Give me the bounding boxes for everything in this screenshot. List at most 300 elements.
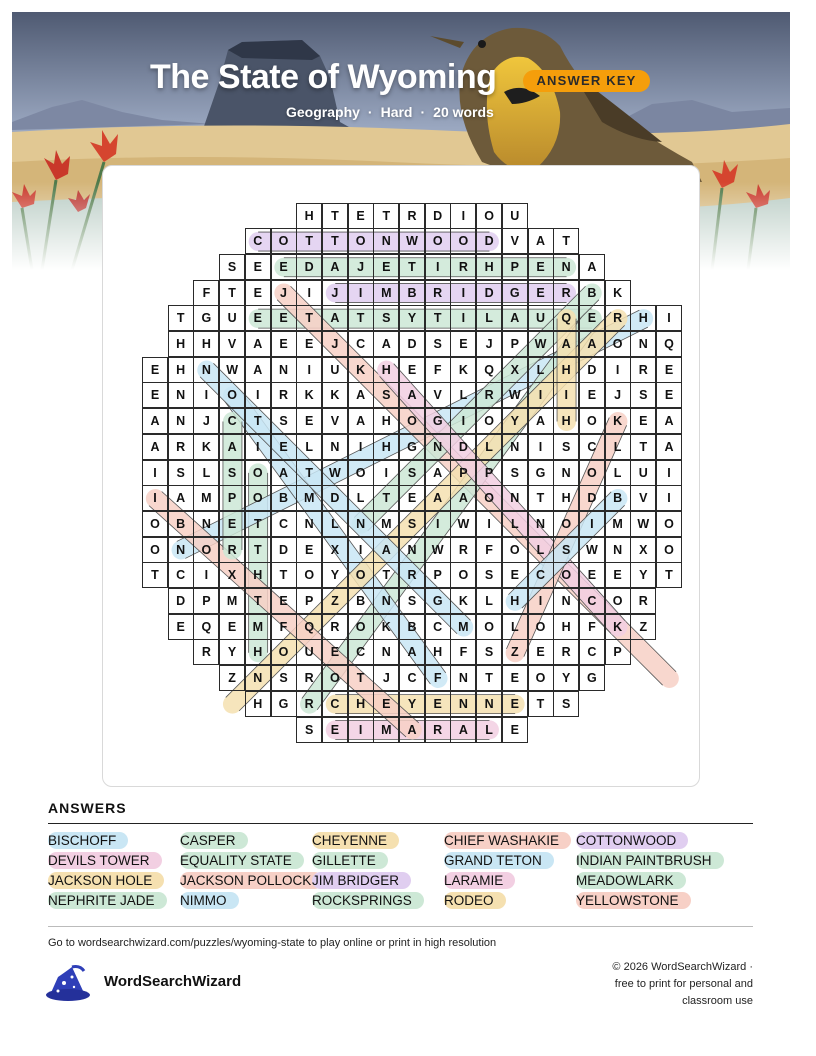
grid-cell[interactable]: K xyxy=(322,382,348,408)
grid-cell[interactable]: B xyxy=(579,280,605,306)
grid-cell[interactable]: P xyxy=(476,460,502,486)
grid-cell[interactable]: I xyxy=(528,588,554,614)
grid-cell[interactable]: I xyxy=(142,485,168,511)
grid-cell[interactable]: K xyxy=(296,382,322,408)
grid-cell[interactable]: T xyxy=(296,228,322,254)
grid-cell[interactable]: O xyxy=(476,485,502,511)
grid-cell[interactable]: X xyxy=(502,357,528,383)
grid-cell[interactable]: A xyxy=(528,408,554,434)
grid-cell[interactable]: I xyxy=(193,562,219,588)
grid-cell[interactable]: F xyxy=(579,614,605,640)
grid-cell[interactable]: O xyxy=(193,537,219,563)
grid-cell[interactable]: G xyxy=(399,434,425,460)
grid-cell[interactable]: G xyxy=(271,691,297,717)
grid-cell[interactable]: R xyxy=(450,254,476,280)
grid-cell[interactable]: O xyxy=(348,228,374,254)
grid-cell[interactable]: X xyxy=(630,537,656,563)
grid-cell[interactable]: D xyxy=(322,485,348,511)
grid-cell[interactable]: V xyxy=(502,228,528,254)
grid-cell[interactable]: I xyxy=(348,537,374,563)
grid-cell[interactable]: W xyxy=(322,460,348,486)
grid-cell[interactable]: B xyxy=(399,614,425,640)
grid-cell[interactable]: O xyxy=(322,665,348,691)
grid-cell[interactable]: E xyxy=(219,614,245,640)
grid-cell[interactable]: R xyxy=(271,382,297,408)
grid-cell[interactable]: L xyxy=(528,357,554,383)
grid-cell[interactable]: O xyxy=(450,562,476,588)
grid-cell[interactable]: I xyxy=(656,485,682,511)
grid-cell[interactable]: O xyxy=(425,228,451,254)
grid-cell[interactable]: E xyxy=(322,717,348,743)
grid-cell[interactable]: L xyxy=(322,511,348,537)
grid-cell[interactable]: T xyxy=(373,203,399,229)
grid-cell[interactable]: L xyxy=(605,434,631,460)
grid-cell[interactable]: I xyxy=(605,357,631,383)
grid-cell[interactable]: N xyxy=(450,665,476,691)
grid-cell[interactable]: T xyxy=(219,280,245,306)
grid-cell[interactable]: U xyxy=(630,460,656,486)
grid-cell[interactable]: D xyxy=(579,357,605,383)
grid-cell[interactable]: O xyxy=(296,562,322,588)
grid-cell[interactable]: R xyxy=(322,614,348,640)
grid-cell[interactable]: Z xyxy=(630,614,656,640)
grid-cell[interactable]: A xyxy=(245,331,271,357)
grid-cell[interactable]: N xyxy=(168,382,194,408)
grid-cell[interactable]: S xyxy=(296,717,322,743)
grid-cell[interactable]: A xyxy=(579,254,605,280)
grid-cell[interactable]: A xyxy=(399,639,425,665)
grid-cell[interactable]: J xyxy=(322,331,348,357)
grid-cell[interactable]: D xyxy=(425,203,451,229)
grid-cell[interactable]: M xyxy=(605,511,631,537)
grid-cell[interactable]: K xyxy=(348,357,374,383)
grid-cell[interactable]: M xyxy=(296,485,322,511)
grid-cell[interactable]: I xyxy=(450,408,476,434)
grid-cell[interactable]: T xyxy=(296,305,322,331)
grid-cell[interactable]: U xyxy=(219,305,245,331)
grid-cell[interactable]: N xyxy=(168,408,194,434)
grid-cell[interactable]: N xyxy=(193,357,219,383)
grid-cell[interactable]: A xyxy=(450,485,476,511)
grid-cell[interactable]: C xyxy=(271,511,297,537)
grid-cell[interactable]: R xyxy=(630,357,656,383)
grid-cell[interactable]: T xyxy=(245,588,271,614)
grid-cell[interactable]: E xyxy=(528,254,554,280)
grid-cell[interactable]: I xyxy=(373,460,399,486)
grid-cell[interactable]: U xyxy=(502,203,528,229)
grid-cell[interactable]: R xyxy=(553,639,579,665)
grid-cell[interactable]: T xyxy=(630,434,656,460)
grid-cell[interactable]: T xyxy=(322,203,348,229)
grid-cell[interactable]: O xyxy=(553,562,579,588)
grid-cell[interactable]: T xyxy=(656,562,682,588)
grid-cell[interactable]: U xyxy=(296,639,322,665)
grid-cell[interactable]: I xyxy=(450,203,476,229)
grid-cell[interactable]: H xyxy=(553,614,579,640)
grid-cell[interactable]: A xyxy=(245,357,271,383)
grid-cell[interactable]: N xyxy=(553,254,579,280)
grid-cell[interactable]: P xyxy=(502,331,528,357)
grid-cell[interactable]: C xyxy=(219,408,245,434)
grid-cell[interactable]: T xyxy=(528,485,554,511)
grid-cell[interactable]: T xyxy=(553,228,579,254)
grid-cell[interactable]: N xyxy=(271,357,297,383)
grid-cell[interactable]: C xyxy=(348,639,374,665)
grid-cell[interactable]: U xyxy=(528,305,554,331)
grid-cell[interactable]: H xyxy=(553,485,579,511)
grid-cell[interactable]: O xyxy=(271,228,297,254)
grid-cell[interactable]: T xyxy=(425,305,451,331)
grid-cell[interactable]: A xyxy=(579,331,605,357)
grid-cell[interactable]: C xyxy=(579,434,605,460)
grid-cell[interactable]: A xyxy=(399,382,425,408)
grid-cell[interactable]: E xyxy=(450,331,476,357)
grid-cell[interactable]: K xyxy=(450,588,476,614)
grid-cell[interactable]: S xyxy=(373,382,399,408)
grid-cell[interactable]: O xyxy=(348,562,374,588)
grid-cell[interactable]: O xyxy=(656,511,682,537)
grid-cell[interactable]: B xyxy=(348,588,374,614)
grid-cell[interactable]: M xyxy=(450,614,476,640)
grid-cell[interactable]: P xyxy=(502,254,528,280)
grid-cell[interactable]: O xyxy=(271,639,297,665)
grid-cell[interactable]: I xyxy=(425,511,451,537)
grid-cell[interactable]: F xyxy=(193,280,219,306)
grid-cell[interactable]: W xyxy=(399,228,425,254)
grid-cell[interactable]: P xyxy=(450,460,476,486)
grid-cell[interactable]: A xyxy=(142,434,168,460)
grid-cell[interactable]: E xyxy=(425,691,451,717)
grid-cell[interactable]: U xyxy=(322,357,348,383)
grid-cell[interactable]: S xyxy=(399,460,425,486)
grid-cell[interactable]: N xyxy=(348,511,374,537)
grid-cell[interactable]: H xyxy=(168,331,194,357)
grid-cell[interactable]: O xyxy=(245,460,271,486)
grid-cell[interactable]: O xyxy=(579,460,605,486)
grid-cell[interactable]: R xyxy=(399,203,425,229)
grid-cell[interactable]: L xyxy=(502,614,528,640)
grid-cell[interactable]: C xyxy=(528,562,554,588)
grid-cell[interactable]: E xyxy=(348,203,374,229)
grid-cell[interactable]: S xyxy=(373,305,399,331)
grid-cell[interactable]: A xyxy=(656,408,682,434)
grid-cell[interactable]: S xyxy=(219,460,245,486)
grid-cell[interactable]: I xyxy=(296,357,322,383)
grid-cell[interactable]: E xyxy=(579,562,605,588)
grid-cell[interactable]: E xyxy=(271,254,297,280)
grid-cell[interactable]: R xyxy=(425,280,451,306)
grid-cell[interactable]: T xyxy=(348,665,374,691)
grid-cell[interactable]: E xyxy=(219,511,245,537)
grid-cell[interactable]: E xyxy=(656,357,682,383)
grid-cell[interactable]: G xyxy=(579,665,605,691)
grid-cell[interactable]: G xyxy=(528,460,554,486)
grid-cell[interactable]: M xyxy=(373,511,399,537)
grid-cell[interactable]: D xyxy=(476,228,502,254)
grid-cell[interactable]: N xyxy=(168,537,194,563)
grid-cell[interactable]: W xyxy=(450,511,476,537)
grid-cell[interactable]: E xyxy=(399,485,425,511)
grid-cell[interactable]: F xyxy=(425,357,451,383)
grid-cell[interactable]: D xyxy=(450,434,476,460)
grid-cell[interactable]: F xyxy=(476,537,502,563)
grid-cell[interactable]: W xyxy=(219,357,245,383)
grid-cell[interactable]: S xyxy=(399,511,425,537)
grid-cell[interactable]: O xyxy=(245,485,271,511)
grid-cell[interactable]: I xyxy=(528,434,554,460)
grid-cell[interactable]: I xyxy=(656,305,682,331)
grid-cell[interactable]: T xyxy=(476,665,502,691)
grid-cell[interactable]: N xyxy=(373,588,399,614)
grid-cell[interactable]: Y xyxy=(219,639,245,665)
grid-cell[interactable]: A xyxy=(450,717,476,743)
grid-cell[interactable]: E xyxy=(168,614,194,640)
grid-cell[interactable]: E xyxy=(373,254,399,280)
grid-cell[interactable]: A xyxy=(168,485,194,511)
grid-cell[interactable]: A xyxy=(348,382,374,408)
grid-cell[interactable]: T xyxy=(373,562,399,588)
grid-cell[interactable]: C xyxy=(168,562,194,588)
grid-cell[interactable]: Y xyxy=(399,305,425,331)
grid-cell[interactable]: M xyxy=(219,588,245,614)
grid-cell[interactable]: L xyxy=(502,511,528,537)
grid-cell[interactable]: C xyxy=(579,639,605,665)
grid-cell[interactable]: A xyxy=(322,254,348,280)
grid-cell[interactable]: E xyxy=(271,331,297,357)
grid-cell[interactable]: N xyxy=(553,460,579,486)
grid-cell[interactable]: F xyxy=(450,639,476,665)
grid-cell[interactable]: D xyxy=(271,537,297,563)
grid-cell[interactable]: S xyxy=(502,460,528,486)
grid-cell[interactable]: L xyxy=(476,305,502,331)
grid-cell[interactable]: A xyxy=(425,460,451,486)
grid-cell[interactable]: O xyxy=(528,614,554,640)
grid-cell[interactable]: H xyxy=(373,357,399,383)
grid-cell[interactable]: N xyxy=(245,665,271,691)
grid-cell[interactable]: H xyxy=(476,254,502,280)
grid-cell[interactable]: I xyxy=(348,717,374,743)
grid-cell[interactable]: Q xyxy=(193,614,219,640)
grid-cell[interactable]: H xyxy=(245,691,271,717)
grid-cell[interactable]: T xyxy=(322,228,348,254)
grid-cell[interactable]: O xyxy=(476,614,502,640)
grid-cell[interactable]: N xyxy=(296,511,322,537)
grid-cell[interactable]: W xyxy=(425,537,451,563)
grid-cell[interactable]: D xyxy=(399,331,425,357)
grid-cell[interactable]: P xyxy=(425,562,451,588)
grid-cell[interactable]: A xyxy=(656,434,682,460)
grid-cell[interactable]: E xyxy=(502,562,528,588)
grid-cell[interactable]: O xyxy=(656,537,682,563)
grid-cell[interactable]: R xyxy=(553,280,579,306)
grid-cell[interactable]: H xyxy=(296,203,322,229)
grid-cell[interactable]: C xyxy=(245,228,271,254)
grid-cell[interactable]: T xyxy=(296,460,322,486)
grid-cell[interactable]: Z xyxy=(322,588,348,614)
grid-cell[interactable]: R xyxy=(425,717,451,743)
grid-cell[interactable]: H xyxy=(425,639,451,665)
grid-cell[interactable]: M xyxy=(193,485,219,511)
grid-cell[interactable]: B xyxy=(168,511,194,537)
grid-cell[interactable]: R xyxy=(219,537,245,563)
grid-cell[interactable]: E xyxy=(502,717,528,743)
grid-cell[interactable]: S xyxy=(476,562,502,588)
grid-cell[interactable]: V xyxy=(630,485,656,511)
grid-cell[interactable]: M xyxy=(373,280,399,306)
grid-cell[interactable]: N xyxy=(528,511,554,537)
grid-cell[interactable]: N xyxy=(322,434,348,460)
grid-cell[interactable]: I xyxy=(348,280,374,306)
grid-cell[interactable]: H xyxy=(630,305,656,331)
grid-cell[interactable]: A xyxy=(348,408,374,434)
grid-cell[interactable]: E xyxy=(502,665,528,691)
grid-cell[interactable]: E xyxy=(245,254,271,280)
grid-cell[interactable]: W xyxy=(579,537,605,563)
grid-cell[interactable]: H xyxy=(502,588,528,614)
grid-cell[interactable]: N xyxy=(502,434,528,460)
grid-cell[interactable]: R xyxy=(450,537,476,563)
grid-cell[interactable]: A xyxy=(271,460,297,486)
grid-cell[interactable]: H xyxy=(193,331,219,357)
grid-cell[interactable]: D xyxy=(296,254,322,280)
grid-cell[interactable]: R xyxy=(476,382,502,408)
grid-cell[interactable]: S xyxy=(219,254,245,280)
grid-cell[interactable]: P xyxy=(296,588,322,614)
grid-cell[interactable]: T xyxy=(245,511,271,537)
grid-cell[interactable]: E xyxy=(142,357,168,383)
grid-cell[interactable]: N xyxy=(450,691,476,717)
grid-cell[interactable]: H xyxy=(553,408,579,434)
grid-cell[interactable]: X xyxy=(322,537,348,563)
grid-cell[interactable]: J xyxy=(476,331,502,357)
grid-cell[interactable]: A xyxy=(399,717,425,743)
grid-cell[interactable]: L xyxy=(296,434,322,460)
grid-cell[interactable]: I xyxy=(528,382,554,408)
grid-cell[interactable]: K xyxy=(605,280,631,306)
grid-cell[interactable]: J xyxy=(605,382,631,408)
grid-cell[interactable]: R xyxy=(168,434,194,460)
grid-cell[interactable]: X xyxy=(219,562,245,588)
grid-cell[interactable]: R xyxy=(399,562,425,588)
grid-cell[interactable]: H xyxy=(245,639,271,665)
grid-cell[interactable]: T xyxy=(168,305,194,331)
grid-cell[interactable]: A xyxy=(373,537,399,563)
grid-cell[interactable]: I xyxy=(656,460,682,486)
grid-cell[interactable]: E xyxy=(502,691,528,717)
grid-cell[interactable]: Q xyxy=(656,331,682,357)
grid-cell[interactable]: Y xyxy=(322,562,348,588)
grid-cell[interactable]: E xyxy=(630,408,656,434)
grid-cell[interactable]: K xyxy=(450,357,476,383)
grid-cell[interactable]: N xyxy=(630,331,656,357)
grid-cell[interactable]: C xyxy=(399,665,425,691)
grid-cell[interactable]: S xyxy=(168,460,194,486)
grid-cell[interactable]: A xyxy=(322,305,348,331)
grid-cell[interactable]: S xyxy=(630,382,656,408)
grid-cell[interactable]: E xyxy=(271,588,297,614)
grid-cell[interactable]: I xyxy=(142,460,168,486)
grid-cell[interactable]: C xyxy=(425,614,451,640)
grid-cell[interactable]: I xyxy=(476,511,502,537)
grid-cell[interactable]: A xyxy=(502,305,528,331)
grid-cell[interactable]: I xyxy=(579,511,605,537)
grid-cell[interactable]: I xyxy=(245,382,271,408)
grid-cell[interactable]: E xyxy=(579,382,605,408)
grid-cell[interactable]: O xyxy=(219,382,245,408)
grid-cell[interactable]: O xyxy=(142,537,168,563)
grid-cell[interactable]: S xyxy=(553,537,579,563)
grid-cell[interactable]: F xyxy=(425,665,451,691)
grid-cell[interactable]: O xyxy=(579,408,605,434)
grid-cell[interactable]: Y xyxy=(502,408,528,434)
grid-cell[interactable]: R xyxy=(630,588,656,614)
grid-cell[interactable]: T xyxy=(528,691,554,717)
grid-cell[interactable]: Z xyxy=(219,665,245,691)
grid-cell[interactable]: H xyxy=(245,562,271,588)
grid-cell[interactable]: L xyxy=(528,537,554,563)
grid-cell[interactable]: E xyxy=(579,305,605,331)
grid-cell[interactable]: E xyxy=(142,382,168,408)
grid-cell[interactable]: H xyxy=(553,357,579,383)
grid-cell[interactable]: E xyxy=(245,305,271,331)
grid-cell[interactable]: Y xyxy=(630,562,656,588)
grid-cell[interactable]: N xyxy=(425,434,451,460)
grid-cell[interactable]: D xyxy=(168,588,194,614)
grid-cell[interactable]: N xyxy=(399,537,425,563)
grid-cell[interactable]: E xyxy=(322,639,348,665)
grid-cell[interactable]: I xyxy=(553,382,579,408)
grid-cell[interactable]: L xyxy=(476,588,502,614)
grid-cell[interactable]: J xyxy=(271,280,297,306)
grid-cell[interactable]: Y xyxy=(399,691,425,717)
grid-cell[interactable]: N xyxy=(502,485,528,511)
grid-cell[interactable]: V xyxy=(425,382,451,408)
grid-cell[interactable]: I xyxy=(245,434,271,460)
grid-cell[interactable]: P xyxy=(219,485,245,511)
grid-cell[interactable]: K xyxy=(605,614,631,640)
grid-cell[interactable]: O xyxy=(476,203,502,229)
grid-cell[interactable]: E xyxy=(296,537,322,563)
grid-cell[interactable]: T xyxy=(245,408,271,434)
grid-cell[interactable]: O xyxy=(605,331,631,357)
grid-cell[interactable]: N xyxy=(605,537,631,563)
grid-cell[interactable]: O xyxy=(476,408,502,434)
grid-cell[interactable]: Q xyxy=(553,305,579,331)
grid-cell[interactable]: O xyxy=(348,614,374,640)
grid-cell[interactable]: C xyxy=(579,588,605,614)
grid-cell[interactable]: T xyxy=(142,562,168,588)
grid-cell[interactable]: Q xyxy=(296,614,322,640)
grid-cell[interactable]: M xyxy=(245,614,271,640)
grid-cell[interactable]: S xyxy=(425,331,451,357)
grid-cell[interactable]: H xyxy=(348,691,374,717)
grid-cell[interactable]: Z xyxy=(502,639,528,665)
grid-cell[interactable]: N xyxy=(476,691,502,717)
grid-cell[interactable]: G xyxy=(425,408,451,434)
grid-cell[interactable]: L xyxy=(450,382,476,408)
grid-cell[interactable]: H xyxy=(168,357,194,383)
grid-cell[interactable]: E xyxy=(296,331,322,357)
grid-cell[interactable]: S xyxy=(271,665,297,691)
grid-cell[interactable]: P xyxy=(605,639,631,665)
grid-cell[interactable]: B xyxy=(605,485,631,511)
grid-cell[interactable]: E xyxy=(528,280,554,306)
grid-cell[interactable]: N xyxy=(193,511,219,537)
grid-cell[interactable]: T xyxy=(348,305,374,331)
grid-cell[interactable]: A xyxy=(528,228,554,254)
grid-cell[interactable]: H xyxy=(373,408,399,434)
grid-cell[interactable]: O xyxy=(142,511,168,537)
